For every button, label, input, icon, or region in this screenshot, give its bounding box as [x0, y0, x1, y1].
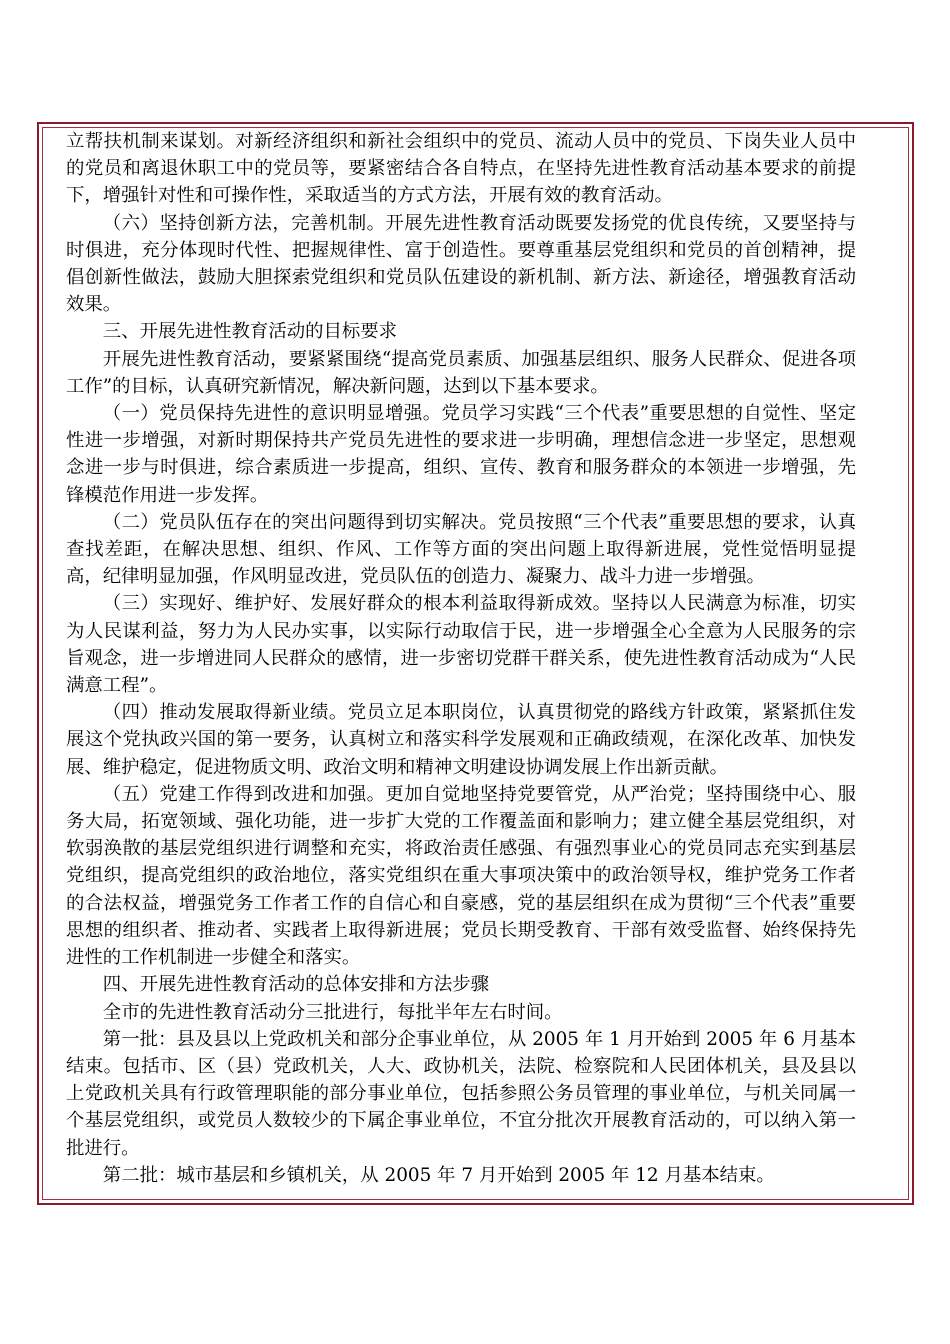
paragraph-goal-1: （一）党员保持先进性的意识明显增强。党员学习实践“三个代表”重要思想的自觉性、坚定性进一步增强，对新时期保持共产党员先进性的要求进一步明确，理想信念进一步坚定，思想观念进一步与时俱进，综合素质进一步提高，组织、宣传、教育和服务群众的本领进一步增强，先锋模范作用进一步发挥。 — [66, 403, 856, 506]
paragraph-goal-4: （四）推动发展取得新业绩。党员立足本职岗位，认真贯彻党的路线方针政策，紧紧抓住发展这个党执政兴国的第一要务，认真树立和落实科学发展观和正确政绩观，在深化改革、加快发展、维护稳定，促进物质文明、政治文明和精神文明建设协调发展上作出新贡献。 — [66, 702, 856, 778]
paragraph-goals-intro: 开展先进性教育活动，要紧紧围绕“提高党员素质、加强基层组织、服务人民群众、促进各项工作”的目标，认真研究新情况，解决新问题，达到以下基本要求。 — [66, 348, 856, 397]
paragraph-innovation: （六）坚持创新方法，完善机制。开展先进性教育活动既要发扬党的优良传统，又要坚持与时俱进，充分体现时代性、把握规律性、富于创造性。要尊重基层党组织和党员的首创精神，提倡创新性做法，鼓励大胆探索党组织和党员队伍建设的新机制、新方法、新途径，增强教育活动效果。 — [66, 212, 856, 316]
paragraph-goal-5: （五）党建工作得到改进和加强。更加自觉地坚持党要管党，从严治党；坚持围绕中心、服务大局，拓宽领域、强化功能，进一步扩大党的工作覆盖面和影响力；建立健全基层党组织，对软弱涣散的基层党组织进行调整和充实，将政治责任感强、有强烈事业心的党员同志充实到基层党组织，提高党组织的政治地位，落实党组织在重大事项决策中的政治领导权，维护党务工作者的合法权益，增强党务工作者工作的自信心和自豪感，党的基层组织在成为贯彻“三个代表”重要思想的组织者、推动者、实践者上取得新进展；党员长期受教育、干部有效受监督、始终保持先进性的工作机制进一步健全和落实。 — [66, 783, 856, 969]
paragraph-goal-3: （三）实现好、维护好、发展好群众的根本利益取得新成效。坚持以人民满意为标准，切实为人民谋利益，努力为人民办实事，以实际行动取信于民，进一步增强全心全意为人民服务的宗旨观念，进一步增进同人民群众的感情，进一步密切党群干群关系，使先进性教育活动成为“人民满意工程”。 — [66, 593, 856, 697]
document-body — [66, 128, 856, 1189]
paragraph-batch-1: 第一批：县及县以上党政机关和部分企事业单位，从 2005 年 1 月开始到 2005 年 6 月基本结束。包括市、区（县）党政机关，人大、政协机关，法院、检察院和人民团体机关，县及县以上党政机关具有行政管理职能的部分事业单位，包括参照公务员管理的事业单位，与机关同属一个基层党组织，或党员人数较少的下属企事业单位，不宜分批次开展教育活动的，可以纳入第一批进行。 — [66, 1028, 856, 1159]
section-heading-arrangement: 四、开展先进性教育活动的总体安排和方法步骤 — [102, 974, 490, 996]
paragraph-continuation: 立帮扶机制来谋划。对新经济组织和新社会组织中的党员、流动人员中的党员、下岗失业人员中的党员和离退休职工中的党员等，要紧密结合各自特点，在坚持先进性教育活动基本要求的前提下，增强针对性和可操作性，采取适当的方式方法，开展有效的教育活动。 — [66, 131, 856, 207]
paragraph-goal-2: （二）党员队伍存在的突出问题得到切实解决。党员按照“三个代表”重要思想的要求，认真查找差距，在解决思想、组织、作风、工作等方面的突出问题上取得新进展，党性觉悟明显提高，纪律明显加强，作风明显改进，党员队伍的创造力、凝聚力、战斗力进一步增强。 — [66, 511, 856, 588]
section-heading-goals: 三、开展先进性教育活动的目标要求 — [102, 321, 398, 343]
paragraph-batch-2: 第二批：城市基层和乡镇机关，从 2005 年 7 月开始到 2005 年 12 月基本结束。 — [102, 1164, 775, 1186]
paragraph-arrangement-intro: 全市的先进性教育活动分三批进行，每批半年左右时间。 — [102, 1001, 563, 1023]
